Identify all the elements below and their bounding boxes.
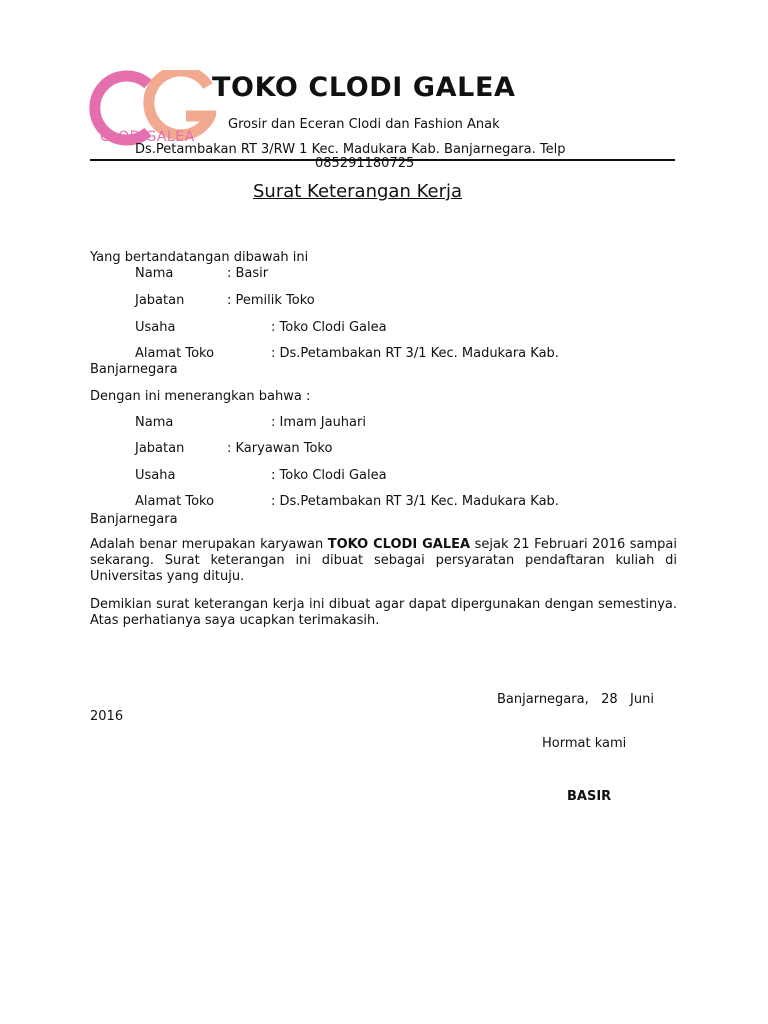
letter-title: Surat Keterangan Kerja [253,181,462,202]
signer-position-label: Jabatan [135,293,185,308]
employee-position-label: Jabatan [135,441,185,456]
employee-address-wrap: Banjarnegara [90,512,178,527]
signer-position-value: : Pemilik Toko [227,293,315,308]
signer-address-wrap: Banjarnegara [90,362,178,377]
place-date: Banjarnegara, 28 Juni [497,692,654,707]
statement-text-end: sejak 21 Februari 2016 sampai sekarang. Surat keterangan ini dibuat sebagai persyaratan pendaftaran kuliah di Universitas yang dituju. [90,537,678,584]
company-address: Ds.Petambakan RT 3/RW 1 Kec. Madukara Kab. Banjarnegara. Telp [135,142,566,157]
statement-company-name: TOKO CLODI GALEA [327,537,471,552]
signer-name-value: : Basir [227,266,269,281]
statement-text-start: Adalah benar merupakan karyawan [90,537,328,552]
logo-wordmark: CLODIGALEA [100,129,195,145]
signer-business-label: Usaha [135,320,176,335]
signer-business-value: : Toko Clodi Galea [271,320,387,335]
employee-position-value: : Karyawan Toko [227,441,333,456]
employee-intro: Dengan ini menerangkan bahwa : [90,389,311,404]
company-name: TOKO CLODI GALEA [212,72,516,103]
employee-address-value: : Ds.Petambakan RT 3/1 Kec. Madukara Kab. [271,494,559,509]
employee-name-label: Nama [135,415,174,430]
signature-name: BASIR [567,789,612,804]
employee-address-label: Alamat Toko [135,494,215,509]
employee-name-value: : Imam Jauhari [271,415,366,430]
signer-address-value: : Ds.Petambakan RT 3/1 Kec. Madukara Kab. [271,346,559,361]
employee-business-label: Usaha [135,468,176,483]
closing-salutation: Hormat kami [542,736,627,751]
date-year: 2016 [90,709,124,724]
signer-address-label: Alamat Toko [135,346,215,361]
signer-name-label: Nama [135,266,174,281]
employee-business-value: : Toko Clodi Galea [271,468,387,483]
statement-paragraph [90,537,677,585]
signer-intro: Yang bertandatangan dibawah ini [90,250,309,265]
header-divider [90,159,675,161]
closing-paragraph: Demikian surat keterangan kerja ini dibuat agar dapat dipergunakan dengan semestinya. Atas perhatianya saya ucapkan terimakasih. [90,597,677,628]
company-phone: 085291180725 [315,156,415,171]
company-tagline: Grosir dan Eceran Clodi dan Fashion Anak [228,117,500,132]
